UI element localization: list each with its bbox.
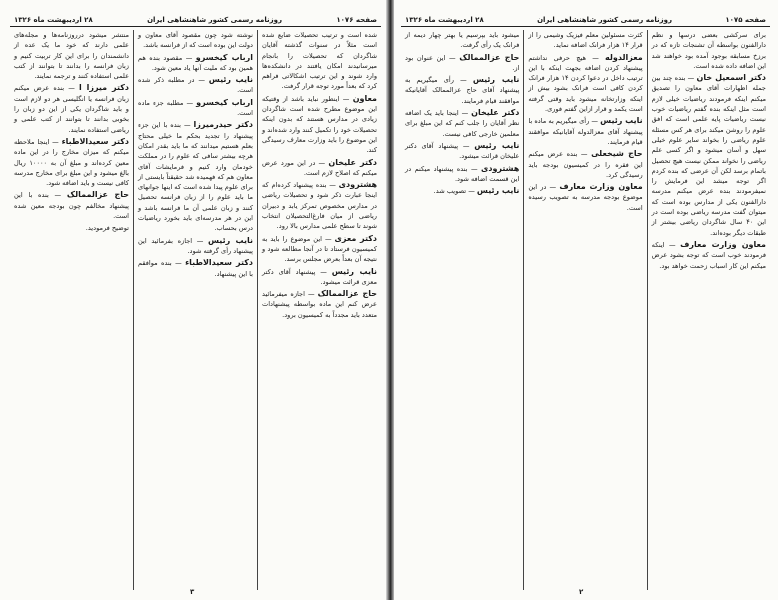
paragraph-text: نوشته شود چون مقصود آقای معاون و دولت این بوده است که از فرانسه باشد.: [138, 31, 253, 50]
speaker-name: دکتر علیخان: [328, 157, 377, 167]
speaker-name: معزالدوله: [605, 52, 643, 62]
speaker-name: نایب رئیس: [208, 235, 253, 245]
speaker-name: نایب رئیس: [474, 140, 520, 150]
paragraph-text: در این مورد عرض میکنم که اصلاح لازم است.: [262, 158, 377, 177]
right-page: [389, 0, 778, 600]
paragraph-text: در مطلبه ذکر شده است.: [138, 76, 253, 95]
speaker-name: نایب رئیس: [331, 266, 378, 276]
paragraph-text: توضیح فرمودید.: [85, 224, 129, 233]
speaker-name: دکتر حیدرمیرزا: [193, 120, 253, 130]
paragraph-text: پیشنهاد آقای دکتر معزی قرائت میشود.: [262, 267, 377, 286]
speaker-name: دکتر میرزا ا: [79, 83, 129, 93]
paragraph: دکتر معزی — این موضوع را باید به کمیسیون فرستاد تا در آنجا مطالعه شود و نتیجه آن بعداً بعرض مجلس برسد.: [262, 233, 377, 264]
text-column: [257, 30, 381, 590]
paragraph-text: هیچ حرفی نداشتم پیشنهاد کردن اضافه بجهت اینکه با این ترتیب داخل در دعوا کردن ۱۴ هزار فرانک کردن کافی است فرانک بشود بیش از اینکه وزارتخانه میشود باید وقتی گرفته است یکمد و قرار ازاین گفتم فوری.: [528, 53, 643, 114]
speaker-name: هشترودی: [338, 180, 378, 190]
paragraph-text: تصویب شد.: [433, 187, 467, 196]
paragraph-text: منتشر میشود درروزنامه‌ها و مجله‌های علمی دارند که خود ما یک عده از دانشمندان را برای این کار تربیت کنیم و زبان فرانسه را بدانند تا بتوانند از کتب علمی استفاده کنند و ترجمه نمایند.: [14, 31, 129, 81]
paragraph-text: شده است و ترتیب تحصیلات ضایع شده است مثلاً در سنوات گذشته آقایان شاگردان که تحصیلات را بانجام میرسانیدند امکان یافتند در دانشکده‌ها وارد شوند و این ترتیب اشکالاتی فراهم کرد که بعداً مورد توجه قرار گرفت.: [262, 31, 377, 91]
paragraph-text: بنده عرض میکنم زبان فرانسه یا انگلیسی هر دو لازم است و باید شاگردان یکی از این دو زبان را بخوبی بدانند تا بتوانند از کتب علمی و ریاضی استفاده نمایند.: [14, 84, 129, 134]
paragraph: ارباب کیخسرو — مطلبه جزء ماده است.: [138, 97, 253, 118]
paragraph: دکتر علیخان — در این مورد عرض میکنم که اصلاح لازم است.: [262, 157, 377, 177]
paragraph-text: اجازه بفرمائید این پیشنهاد رأی گرفته شود.: [138, 236, 253, 255]
speaker-name: دکتر معزی: [334, 233, 377, 243]
newspaper-title: روزنامه رسمی کشور شاهنشاهی ایران: [147, 16, 283, 24]
issue-date: ۲۸ اردیبهشت ماه ۱۳۲۶: [14, 16, 93, 24]
newspaper-title: روزنامه رسمی کشور شاهنشاهی ایران: [537, 16, 673, 24]
paragraph-text: اینجا ملاحظه میکنم که میزان مخارج را در این ماده معین کرده‌اند و مبلغ آن به ۱۰۰۰۰ ریال بالغ میشود و این مبلغ برای مخارج مدرسه کافی نیست و باید اضافه شود.: [14, 137, 129, 188]
paragraph: دکتر حیدرمیرزا — بنده با این جزء پیشنهاد را تجدید بحکم ما خیلی محتاج بعلم هستیم میدانند که ما باید بقدر امکان هرچه بیشتر سافی که علوم را در مملکت خودمان وارد کنیم و فرمایشات آقای معاون هم که فهمیده شد حقیقتاً بایستی از برای علوم پیدا شده است که اینها جوانهای ما باید علوم را از زبان فرانسه تحصیل کنند و زبان علمی آن ما فرانسه باشد و این در هر مدرسه‌ای باید بخورد ریاضیات درس بحساب.: [138, 120, 253, 233]
paragraph-text: مقصود بنده هم همین بود که ملیت آنها یاد معین شود.: [138, 53, 253, 72]
speaker-name: معاون وزارت معارف: [680, 239, 766, 249]
speaker-name: نایب رئیس: [472, 75, 520, 85]
paragraph: دکتر میرزا ا — بنده عرض میکنم زبان فرانسه یا انگلیسی هر دو لازم است و باید شاگردان یکی از این دو زبان را بخوبی بدانند تا بتوانند از کتب علمی و ریاضی استفاده نمایند.: [14, 83, 129, 134]
speaker-name: حاج عزالممالک: [459, 52, 520, 62]
paragraph-text: رأی میگیریم به پیشنهاد آقای حاج عزالممالک آقایانیکه موافقند قیام فرمایند.: [405, 76, 520, 105]
paragraph: دکتر علیخان — اینجا باید یک اضافه نظر آقایان را جلب کنم که این مبلغ برای معلمین خارجی کافی نیست.: [405, 108, 520, 138]
paragraph: [528, 30, 642, 51]
paragraph-text: این موضوع را باید به کمیسیون فرستاد تا در آنجا مطالعه شود و نتیجه آن بعداً بعرض مجلس برسد.: [262, 234, 377, 264]
paragraph-text: اینجا باید یک اضافه نظر آقایان را جلب کنم که این مبلغ برای معلمین خارجی کافی نیست.: [405, 109, 520, 138]
page-number: صفحه ۱۰۷۶: [336, 16, 377, 24]
text-column: [133, 30, 257, 590]
paragraph: نایب رئیس — رأی میگیریم به ماده با پیشنهاد آقای معزالدوله آقایانیکه موافقند قیام فرمایند.: [528, 116, 643, 146]
paragraph-text: اینکه فرمودند خوب است که توجه بشود عرض میکنم این کار اسباب زحمت خواهد بود.: [651, 240, 766, 270]
speaker-name: معاون وزارت معارف: [559, 182, 643, 192]
paragraph-text: بنده پیشنهاد کرده‌ام که اینجا عبارت ذکر شود و تحصیلات ریاضی در مدارس مخصوص تمرکز یابد و دبیران ریاضی از میان فارغ‌التحصیلان انتخاب شوند تا سطح علمی مدارس بالا رود.: [262, 181, 377, 231]
paragraph: نایب رئیس — رأی میگیریم به پیشنهاد آقای حاج عزالممالک آقایانیکه موافقند قیام فرمایند.: [405, 75, 520, 105]
paragraph: دکتر اسمعیل خان — بنده چند بین جمله اظهارات آقای معاون را تصدیق میکنم اینکه فرمودند ریاضیات خیلی لازم است مثل اینکه بنده گفتم ریاضیات خوب نیست ریاضیات پایه علمی است که افق علوم را روشن میکند برای هر کس مسئله علوم ریاضی را بخواند سایر علوم خیلی سهل و آسان میشود و اگر کسی علم ریاضی را نخواند ممکن نیست هیچ تحصیل باتمام برسد لکن آن عرضی که بنده کردم اگر توجه میشد این فرمایش را نمیفرمودند بنده عرض میکنم مدرسه دارالفنون یکی از مدارس بوده است که میتوان گفت مدرسه ریاضی بوده است در این ۴۰ سال شاگردان ریاضی بیشتر از طبقات دیگر بوده‌اند.: [651, 73, 766, 237]
paragraph-text: بنده عرض میکنم این فقره را در کمیسیون بودجه باید رسیدگی کرد.: [528, 150, 643, 179]
paragraph-text: این عنوان بود از.: [405, 53, 520, 72]
paragraph: ارباب کیخسرو — مقصود بنده هم همین بود که ملیت آنها یاد معین شود.: [138, 52, 254, 72]
page-number: صفحه ۱۰۷۵: [725, 16, 766, 24]
paragraph-text: رأی میگیریم به ماده با پیشنهاد آقای معزالدوله آقایانیکه موافقند قیام فرمایند.: [528, 117, 643, 146]
paragraph: هشترودی — بنده پیشنهاد میکنم در این قسمت اضافه شود.: [405, 163, 520, 183]
paragraph-text: بنده چند بین جمله اظهارات آقای معاون را تصدیق میکنم اینکه فرمودند ریاضیات خیلی لازم است مثل اینکه بنده گفتم ریاضیات خوب نیست ریاضیات پایه علمی است که افق علوم را روشن میکند برای هر کس مسئله علوم ریاضی را بخواند سایر علوم خیلی سهل و آسان میشود و اگر کسی علم ریاضی را نخواند ممکن نیست هیچ تحصیل باتمام برسد لکن آن عرضی که بنده کردم اگر توجه میشد این فرمایش را نمیفرمودند بنده عرض میکنم مدرسه دارالفنون یکی از مدارس بوده است که میتوان گفت مدرسه ریاضی بوده است در این ۴۰ سال شاگردان ریاضی بیشتر از طبقات دیگر بوده‌اند.: [651, 74, 766, 237]
paragraph: نایب رئیس — در مطلبه ذکر شده است.: [138, 75, 253, 95]
speaker-name: حاج شیخعلی: [591, 149, 643, 159]
page-footer-number: ۲: [579, 588, 584, 596]
paragraph: نایب رئیس — تصویب شد.: [433, 186, 520, 196]
paragraph-text: میشود باید بپرسیم یا بهتر چهار دیمه از فرانک یک رأی گرفت.: [405, 31, 520, 50]
page-header: [10, 12, 381, 27]
speaker-name: هشترودی: [481, 163, 520, 173]
issue-date: ۲۸ اردیبهشت ماه ۱۳۲۶: [405, 16, 484, 24]
paragraph: [14, 223, 129, 233]
paragraph: معاون — اینطور نباید باشد از وقتیکه این موضوع مطرح شده است شاگردان زیادی در مدارس هستند که بدون اینکه تحصیلات خود را تکمیل کنند وارد شده‌اند و این موضوع را باید وزارت معارف رسیدگی کند.: [262, 93, 377, 155]
paragraph-text: پیشنهاد آقای دکتر علیخان قرائت میشود.: [405, 141, 520, 161]
paragraph-text: کثرت مسئولین معلم فیزیک وشیمی را از قرار ۱۴ هزار فرانک اضافه نماید.: [528, 31, 643, 50]
paragraph: نایب رئیس — پیشنهاد آقای دکتر معزی قرائت میشود.: [262, 266, 378, 286]
paragraph: معاون وزارت معارف — اینکه فرمودند خوب است که توجه بشود عرض میکنم این کار اسباب زحمت خواهد بود.: [651, 239, 766, 270]
paragraph-text: بنده موافقم با این پیشنهاد.: [138, 259, 253, 278]
paragraph-text: برای سرکشی بعضی درسها و نظم دارالفنون بواسطه آن تشنجات تازه که در برزخ مسابقه بوجود آمده بود خواهند شد این اضافه داده شده است.: [651, 31, 766, 70]
page-header: [401, 12, 770, 27]
speaker-name: دکتر اسمعیل خان: [696, 73, 766, 83]
paragraph: [652, 30, 766, 71]
paragraph: [405, 30, 519, 51]
speaker-name: حاج عزالممالک: [66, 190, 129, 200]
page-footer-number: ۳: [190, 588, 195, 596]
text-column: [647, 30, 770, 590]
paragraph: [262, 30, 377, 92]
text-column: [10, 30, 133, 590]
speaker-name: نایب رئیس: [476, 186, 520, 196]
book-spine-shadow: [386, 0, 394, 600]
paragraph: معاون وزارت معارف — در این موضوع بودجه مدرسه به تصویب رسیده است.: [528, 182, 643, 212]
paragraph-text: بنده با این جزء پیشنهاد را تجدید بحکم ما خیلی محتاج بعلم هستیم میدانند که ما باید بقدر امکان هرچه بیشتر سافی که علوم را در مملکت خودمان وارد کنیم و فرمایشات آقای معاون هم که فهمیده شد حقیقتاً بایستی از برای علوم پیدا شده است که اینها جوانهای ما باید علوم را از زبان فرانسه تحصیل کنند و زبان علمی آن ما فرانسه باشد و این در هر مدرسه‌ای باید بخورد ریاضیات درس بحساب.: [138, 121, 253, 233]
speaker-name: معاون: [352, 93, 377, 103]
text-column: [401, 30, 523, 590]
paragraph-text: در این موضوع بودجه مدرسه به تصویب رسیده است.: [528, 183, 643, 212]
paragraph-text: مطلبه جزء ماده است.: [138, 98, 253, 118]
paragraph: نایب رئیس — اجازه بفرمائید این پیشنهاد رأی گرفته شود.: [138, 235, 253, 255]
paragraph: [138, 30, 253, 51]
paragraph: معزالدوله — هیچ حرفی نداشتم پیشنهاد کردن اضافه بجهت اینکه با این ترتیب داخل در دعوا کردن ۱۴ هزار فرانک کردن کافی است فرانک بشود بیش از اینکه وزارتخانه میشود باید وقتی گرفته است یکمد و قرار ازاین گفتم فوری.: [528, 52, 643, 114]
speaker-name: ارباب کیخسرو: [196, 97, 253, 107]
speaker-name: ارباب کیخسرو: [195, 52, 254, 62]
paragraph: [14, 30, 129, 81]
paragraph-text: بنده پیشنهاد میکنم در این قسمت اضافه شود.: [405, 164, 520, 183]
paragraph: هشترودی — بنده پیشنهاد کرده‌ام که اینجا عبارت ذکر شود و تحصیلات ریاضی در مدارس مخصوص تمرکز یابد و دبیران ریاضی از میان فارغ‌التحصیلان انتخاب شوند تا سطح علمی مدارس بالا رود.: [262, 180, 378, 231]
speaker-name: دکتر سعیدالاطباء: [185, 258, 253, 268]
text-column: [523, 30, 646, 590]
paragraph-text: اجازه میفرمائید عرض کنم این ماده بواسطه پیشنهادات متعدد باید مجدداً به کمیسیون برود.: [262, 290, 377, 319]
paragraph: حاج عزالممالک — اجازه میفرمائید عرض کنم این ماده بواسطه پیشنهادات متعدد باید مجدداً به کمیسیون برود.: [262, 289, 377, 319]
text-columns: [401, 30, 770, 590]
text-columns: [10, 30, 381, 590]
speaker-name: حاج عزالممالک: [317, 289, 377, 299]
paragraph: دکتر سعیدالاطباء — اینجا ملاحظه میکنم که میزان مخارج را در این ماده معین کرده‌اند و مبلغ آن به ۱۰۰۰۰ ریال بالغ میشود و این مبلغ برای مخارج مدرسه کافی نیست و باید اضافه شود.: [14, 136, 129, 188]
paragraph: حاج عزالممالک — این عنوان بود از.: [405, 52, 520, 72]
paragraph: نایب رئیس — پیشنهاد آقای دکتر علیخان قرائت میشود.: [405, 140, 520, 161]
speaker-name: دکتر علیخان: [471, 108, 520, 118]
speaker-name: نایب رئیس: [208, 75, 253, 85]
paragraph-text: اینطور نباید باشد از وقتیکه این موضوع مطرح شده است شاگردان زیادی در مدارس هستند که بدون اینکه تحصیلات خود را تکمیل کنند وارد شده‌اند و این موضوع را باید وزارت معارف رسیدگی کند.: [262, 94, 377, 155]
paragraph: حاج شیخعلی — بنده عرض میکنم این فقره را در کمیسیون بودجه باید رسیدگی کرد.: [528, 149, 643, 179]
paragraph: دکتر سعیدالاطباء — بنده موافقم با این پیشنهاد.: [138, 258, 253, 278]
speaker-name: دکتر سعیدالاطباء: [61, 136, 129, 146]
paragraph-text: بنده با این پیشنهاد مخالفم چون بودجه معین شده است.: [14, 191, 129, 221]
paragraph: حاج عزالممالک — بنده با این پیشنهاد مخالفم چون بودجه معین شده است.: [14, 190, 129, 221]
speaker-name: نایب رئیس: [600, 116, 643, 126]
